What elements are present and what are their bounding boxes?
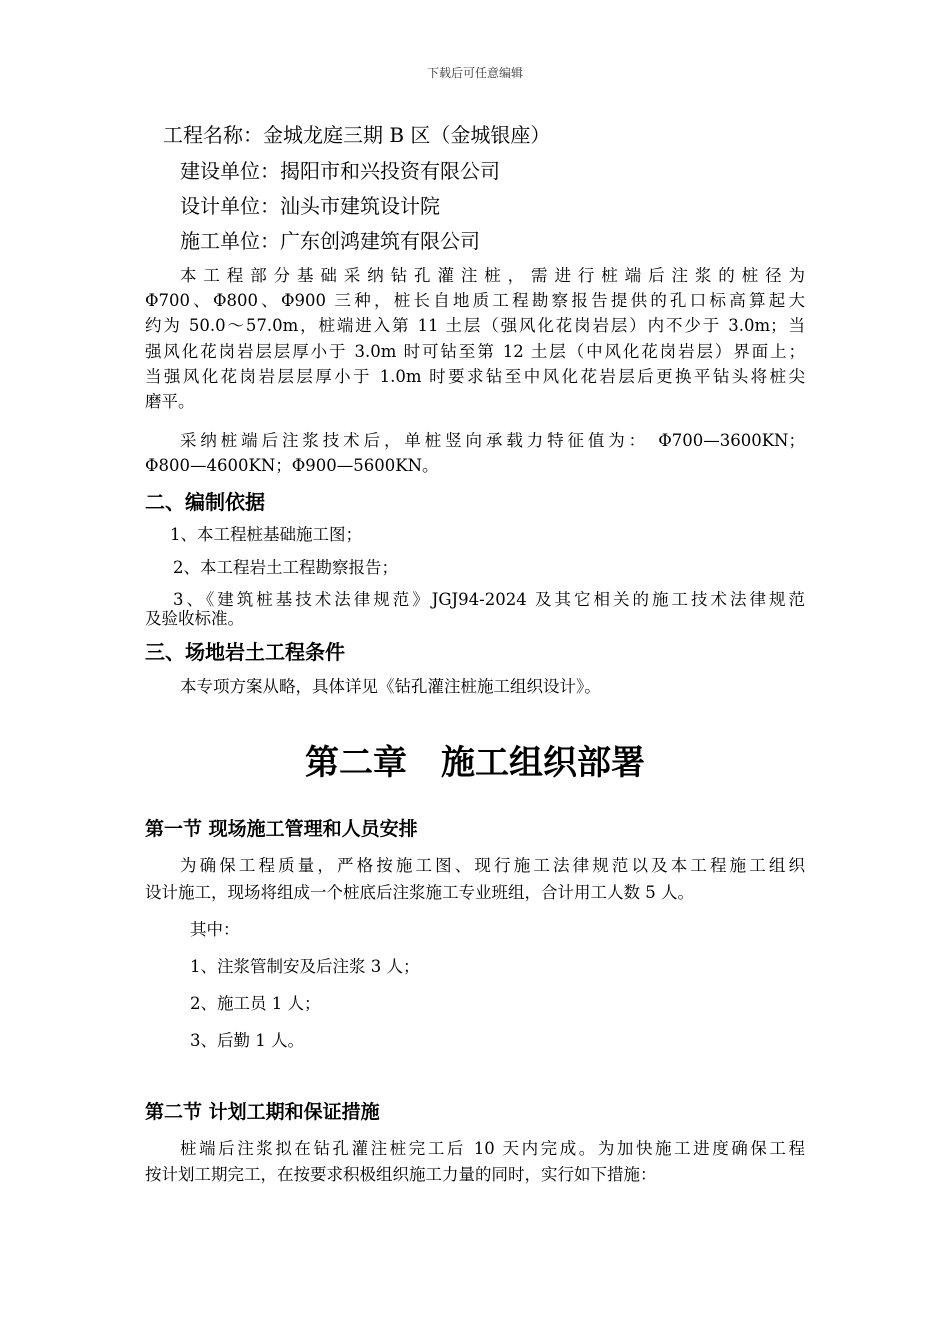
basis-item: 1、本工程桩基础施工图； [170,525,362,544]
basis-item: 3、《建筑桩基技术法律规范》JGJ94-2024 及其它相关的施工技术法律规范 [173,590,805,609]
section-para-line: 设计施工，现场将组成一个桩底后注浆施工专业班组，合计用工人数 5 人。 [145,883,694,902]
page-header: 下载后可任意编辑 [426,66,523,80]
design-unit: 设计单位：汕头市建筑设计院 [180,194,440,218]
intro-line: 强风化花岗岩层层厚小于 3.0m 时可钻至第 12 土层（中风化花岗岩层）界面上； [145,342,805,361]
intro-line: 磨平。 [145,392,195,411]
construction-unit: 建设单位：揭阳市和兴投资有限公司 [180,159,500,183]
builder-unit: 施工单位：广东创鸿建筑有限公司 [180,229,480,253]
section-title: 三、场地岩土工程条件 [145,640,345,664]
intro-line: 约为 50.0～57.0m，桩端进入第 11 土层（强风化花岗岩层）内不少于 3.0m；当 [145,316,805,335]
section-para-line: 按计划工期完工，在按要求积极组织施工力量的同时，实行如下措施： [145,1165,657,1184]
section-title: 第二节 计划工期和保证措施 [145,1101,380,1123]
basis-item: 2、本工程岩土工程勘察报告； [173,558,398,577]
section-para-line: 桩端后注浆拟在钻孔灌注桩完工后 10 天内完成。为加快施工进度确保工程 [180,1139,805,1158]
project-name: 工程名称：金城龙庭三期 B 区（金城银座） [163,123,551,147]
staff-item: 2、施工员 1 人； [190,994,321,1013]
intro-line: Φ700、Φ800、Φ900 三种，桩长自地质工程勘察报告提供的孔口标高算起大 [145,291,805,310]
among-label: 其中： [190,920,240,939]
capacity-line: 采纳桩端后注浆技术后，单桩竖向承载力特征值为： Φ700—3600KN； [180,431,805,450]
staff-item: 3、后勤 1 人。 [190,1031,304,1050]
section-title: 第一节 现场施工管理和人员安排 [145,818,418,840]
section-para-line: 为确保工程质量，严格按施工图、现行施工法律规范以及本工程施工组织 [180,856,805,875]
capacity-line: Φ800—4600KN；Φ900—5600KN。 [145,456,439,475]
intro-line: 当强风化花岗岩层层厚小于 1.0m 时要求钻至中风化花岩层后更换平钻头将桩尖 [145,367,805,386]
staff-item: 1、注浆管制安及后注浆 3 人； [190,957,420,976]
section-title: 二、编制依据 [145,490,265,514]
chapter-title: 第二章 施工组织部署 [305,743,645,783]
section-text: 本专项方案从略，具体详见《钻孔灌注桩施工组织设计》。 [180,677,601,696]
intro-line: 本工程部分基础采纳钻孔灌注桩，需进行桩端后注浆的桩径为 [180,266,805,285]
basis-item: 及验收标准。 [145,609,244,628]
